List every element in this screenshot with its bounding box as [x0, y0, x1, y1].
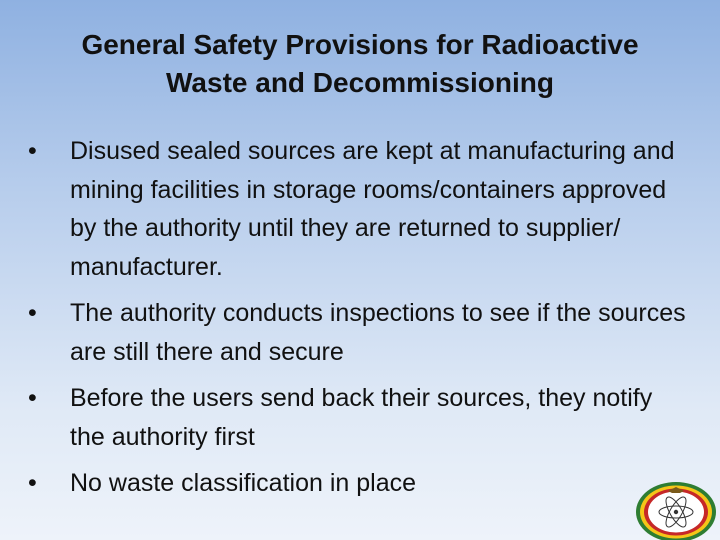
bullet-text: Disused sealed sources are kept at manufacturing and mining facilities in storage rooms/containers approved by the authority until they are returned to supplier/ manufacturer.: [70, 137, 675, 281]
bullet-marker: •: [28, 299, 37, 327]
bullet-item: [28, 464, 688, 503]
bullet-text: The authority conducts inspections to see if the sources are still there and secure: [70, 299, 686, 366]
slide-title-line-1: General Safety Provisions for Radioactive: [81, 29, 639, 60]
bullet-item: [28, 294, 688, 371]
authority-seal-logo: [634, 478, 718, 540]
bullet-item: [28, 132, 688, 286]
bullet-item: [28, 379, 688, 456]
bullet-marker: •: [28, 384, 37, 412]
bullet-text: Before the users send back their sources, they notify the authority first: [70, 384, 653, 451]
bullet-marker: •: [28, 469, 37, 497]
bullet-marker: •: [28, 137, 37, 165]
bullet-text: No waste classification in place: [70, 469, 416, 497]
bullet-list: [28, 132, 688, 511]
slide-title-line-2: Waste and Decommissioning: [166, 67, 554, 98]
slide-title: [20, 26, 700, 102]
seal-atom-nucleus: [674, 510, 678, 514]
